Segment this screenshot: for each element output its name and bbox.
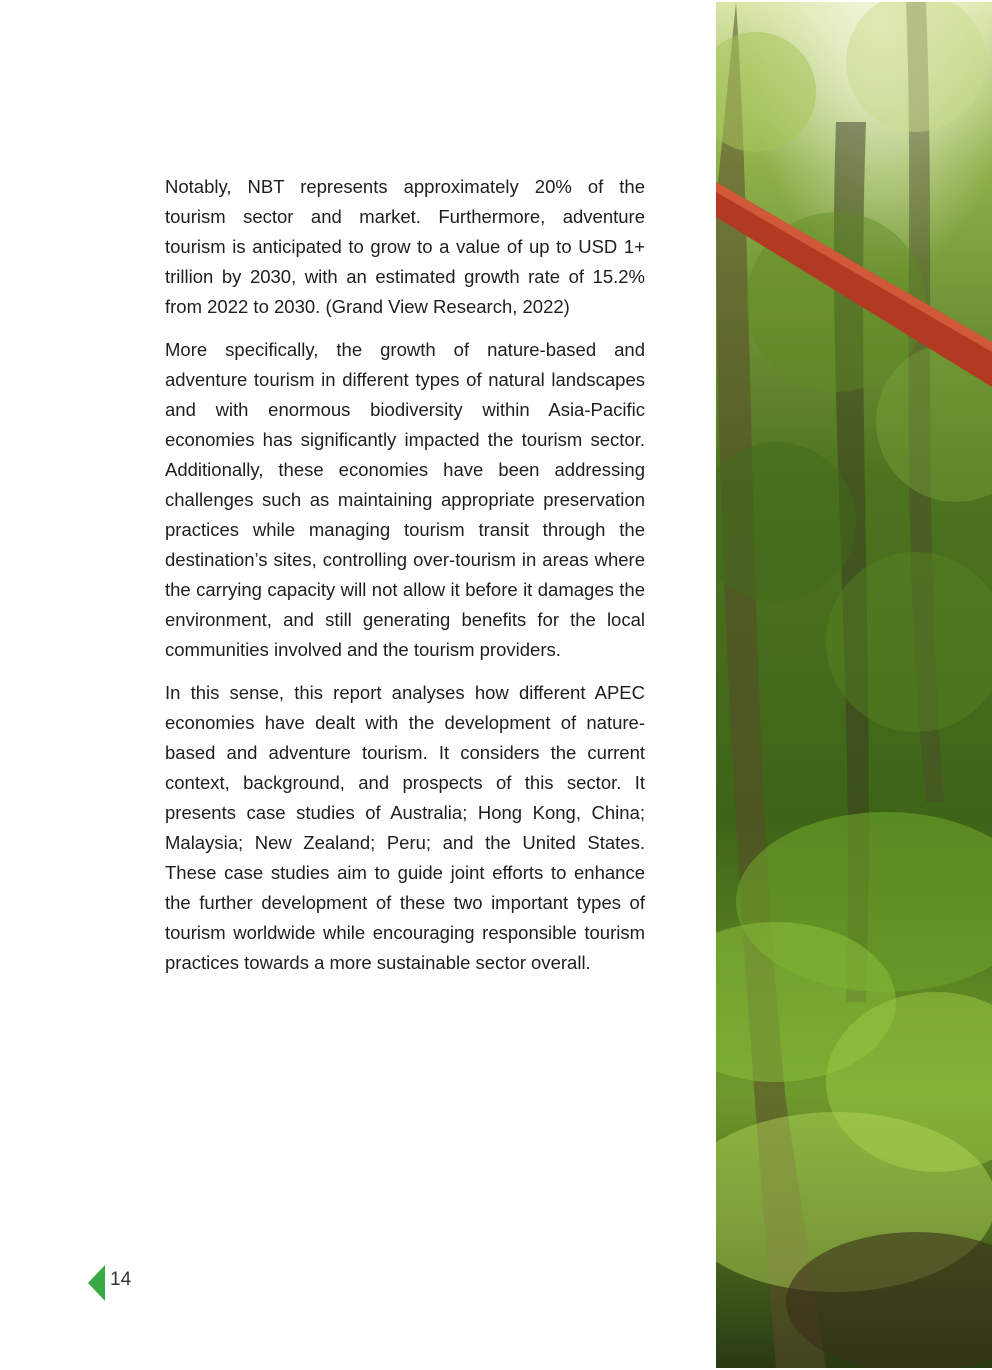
forest-photo-icon: [716, 2, 992, 1368]
paragraph-2: More specifically, the growth of nature-based and adventure tourism in different types of natural landscapes and with enormous biodiversity within Asia-Pacific economies has significantly impacted the tourism sector. Additionally, these economies have been addressing challenges such as maintaining appropriate preservation practices while managing tourism transit through the destination’s sites, controlling over-tourism in areas where the carrying capacity will not allow it before it damages the environment, and still generating benefits for the local communities involved and the tourism providers.: [165, 339, 645, 660]
paragraph-3: In this sense, this report analyses how different APEC economies have dealt with the development of nature-based and adventure tourism. It considers the current context, background, and prospects of this sector. It presents case studies of Australia; Hong Kong, China; Malaysia; New Zealand; Peru; and the United States. These case studies aim to guide joint efforts to enhance the further development of these two important types of tourism worldwide while encouraging responsible tourism practices towards a more sustainable sector overall.: [165, 682, 645, 973]
paragraph-1: Notably, NBT represents approximately 20% of the tourism sector and market. Furthermore, adventure tourism is anticipated to grow to a value of up to USD 1+ trillion by 2030, with an estimated growth rate of 15.2% from 2022 to 2030. (Grand View Research, 2022): [165, 176, 645, 317]
body-text: [165, 172, 645, 991]
page-number: 14: [110, 1269, 132, 1290]
page-marker: [88, 1265, 148, 1301]
triangle-left-icon: [88, 1265, 105, 1301]
forest-photo: [716, 2, 992, 1368]
